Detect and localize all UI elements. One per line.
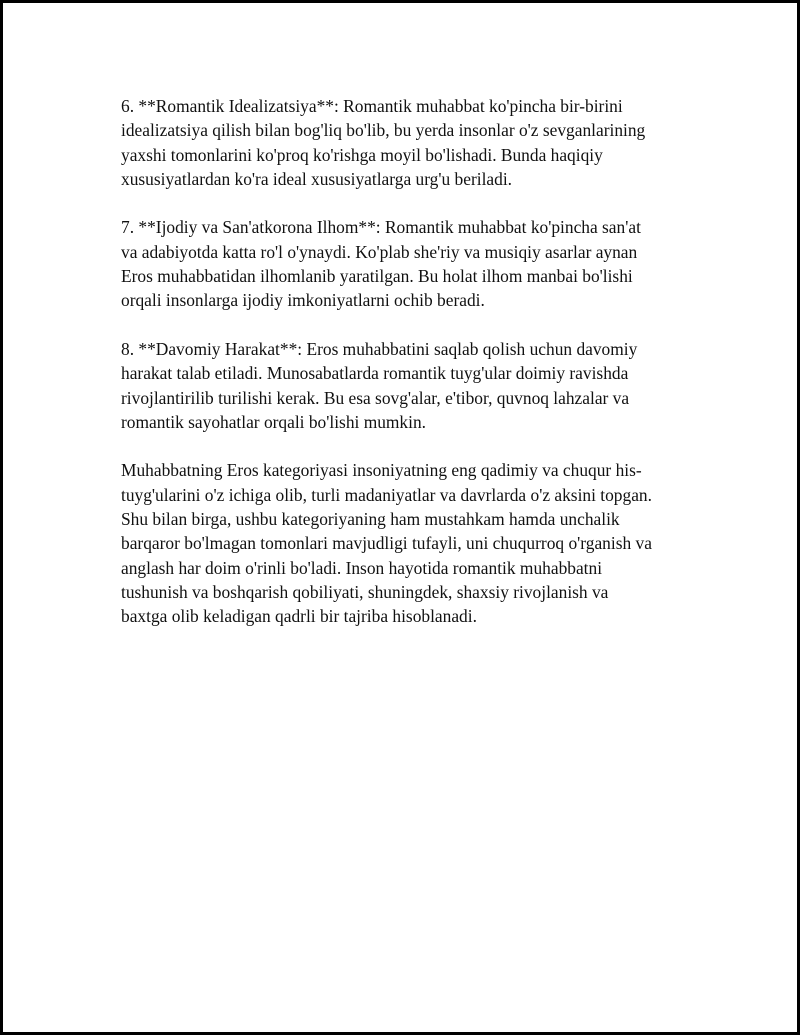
document-body	[121, 94, 687, 653]
text-line: romantik sayohatlar orqali bo'lishi mumkin.	[121, 411, 427, 432]
paragraph-conclusion	[121, 458, 687, 628]
text-line: xususiyatlardan ko'ra ideal xususiyatlarga urg'u beriladi.	[121, 168, 513, 189]
text-line: idealizatsiya qilish bilan bog'liq bo'lib, bu yerda insonlar o'z sevganlarining	[121, 120, 646, 141]
text-line: tuyg'ularini o'z ichiga olib, turli madaniyatlar va davrlarda o'z aksini topgan.	[121, 484, 652, 505]
text-line: 6. **Romantik Idealizatsiya**: Romantik muhabbat ko'pincha bir-birini	[121, 96, 623, 116]
text-line: anglash har doim o'rinli bo'ladi. Inson hayotida romantik muhabbatni	[121, 557, 603, 578]
text-line: Muhabbatning Eros kategoriyasi insoniyatning eng qadimiy va chuqur his-	[121, 460, 642, 481]
text-line: va adabiyotda katta ro'l o'ynaydi. Ko'plab she'riy va musiqiy asarlar aynan	[121, 241, 638, 262]
text-line: rivojlantirilib turilishi kerak. Bu esa sovg'alar, e'tibor, quvnoq lahzalar va	[121, 387, 630, 408]
paragraph-romantic-idealization	[121, 94, 687, 191]
text-line: yaxshi tomonlarini ko'proq ko'rishga moyil bo'lishadi. Bunda haqiqiy	[121, 144, 603, 165]
text-line: barqaror bo'lmagan tomonlari mavjudligi tufayli, uni chuqurroq o'rganish va	[121, 533, 652, 554]
text-line: 7. **Ijodiy va San'atkorona Ilhom**: Romantik muhabbat ko'pincha san'at	[121, 217, 641, 238]
text-line: harakat talab etiladi. Munosabatlarda romantik tuyg'ular doimiy ravishda	[121, 363, 629, 384]
paragraph-creative-inspiration	[121, 215, 687, 312]
text-line: 8. **Davomiy Harakat**: Eros muhabbatini saqlab qolish uchun davomiy	[121, 338, 638, 359]
text-line: Eros muhabbatidan ilhomlanib yaratilgan. Bu holat ilhom manbai bo'lishi	[121, 266, 633, 287]
text-line: baxtga olib keladigan qadrli bir tajriba hisoblanadi.	[121, 606, 477, 627]
paragraph-continuous-effort	[121, 337, 687, 434]
text-line: Shu bilan birga, ushbu kategoriyaning ham mustahkam hamda unchalik	[121, 509, 620, 530]
text-line: tushunish va boshqarish qobiliyati, shuningdek, shaxsiy rivojlanish va	[121, 581, 609, 602]
text-line: orqali insonlarga ijodiy imkoniyatlarni ochib beradi.	[121, 290, 485, 311]
